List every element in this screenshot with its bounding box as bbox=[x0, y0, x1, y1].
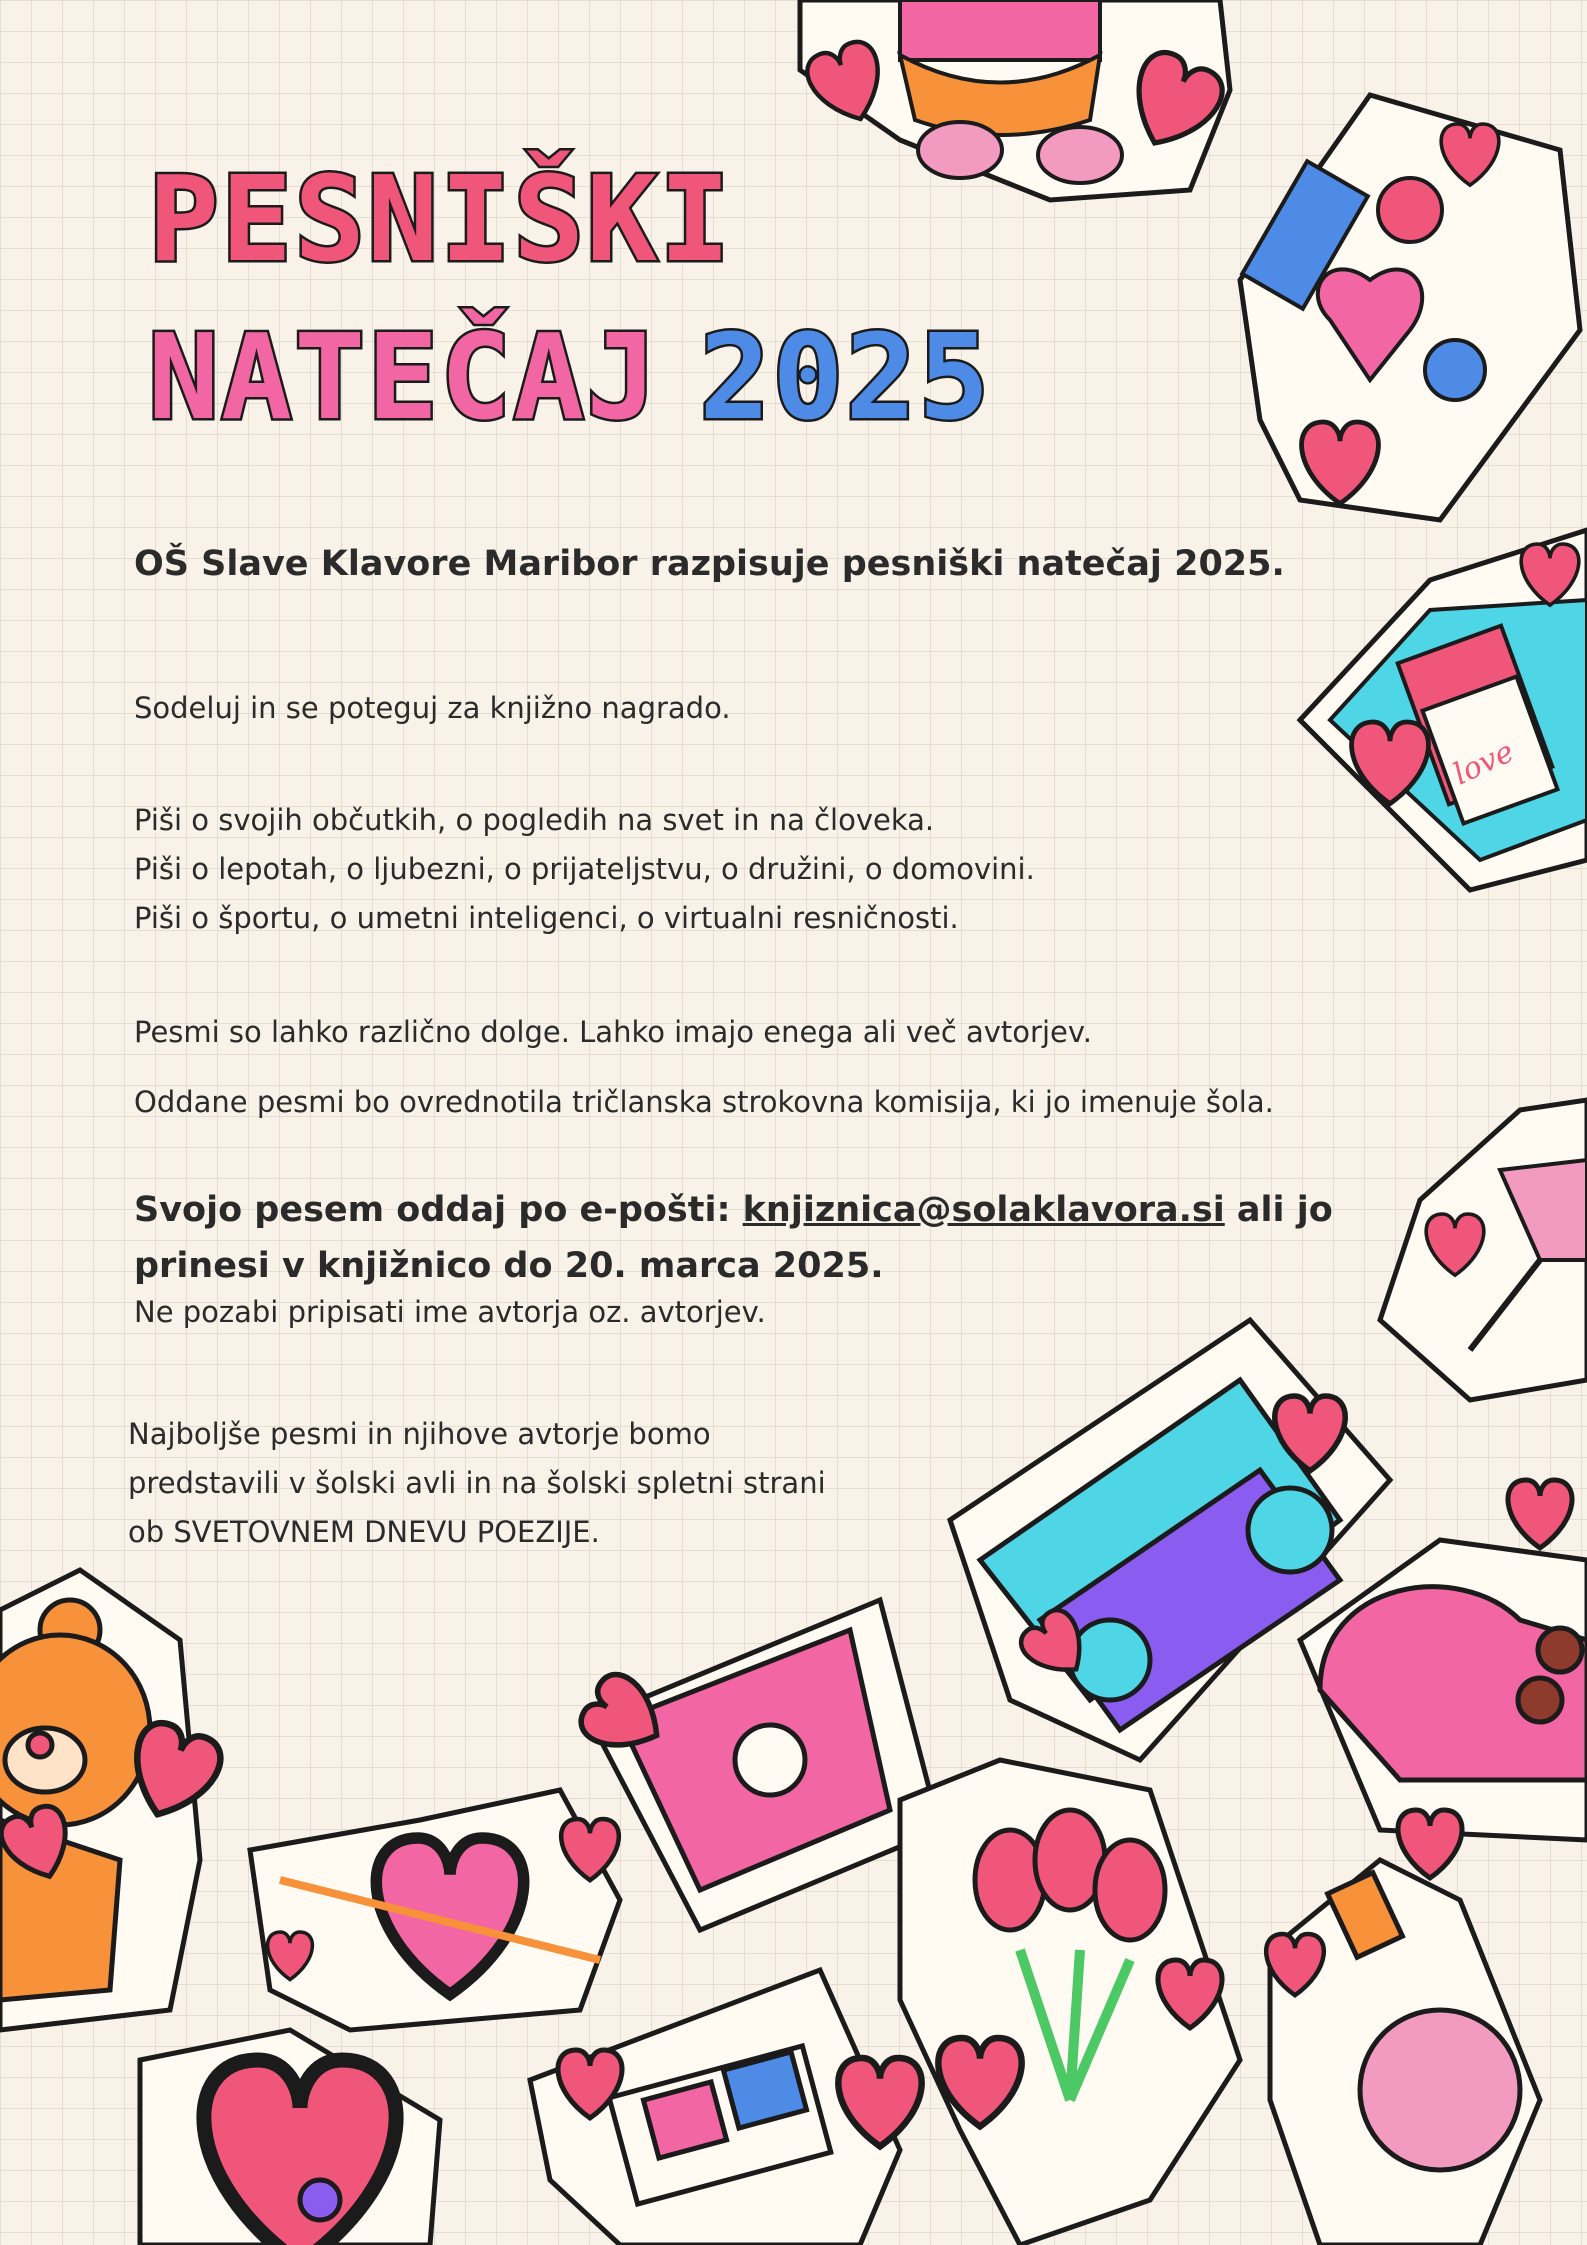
wine-glass-sticker bbox=[1380, 1100, 1587, 1400]
potion-bottle-sticker bbox=[1266, 1810, 1540, 2245]
topic-line: Piši o lepotah, o ljubezni, o prijateljstvu, o družini, o domovini. bbox=[134, 852, 1035, 886]
title-year: 2025 bbox=[699, 308, 992, 446]
closing-line: predstavili v šolski avli in na šolski spletni strani bbox=[128, 1466, 826, 1500]
tulip-bouquet-sticker bbox=[900, 1760, 1240, 2245]
closing-block bbox=[128, 1410, 826, 1557]
city-photo-sticker bbox=[530, 1970, 922, 2245]
submission-line-1 bbox=[134, 1182, 1333, 1238]
submission-block bbox=[134, 1182, 1333, 1337]
floppy-love-sticker bbox=[1300, 530, 1587, 890]
rule-length: Pesmi so lahko različno dolge. Lahko imajo enega ali več avtorjev. bbox=[134, 1015, 1092, 1049]
cupcake-sticker bbox=[800, 0, 1230, 200]
submission-note: Ne pozabi pripisati ime avtorja oz. avtorjev. bbox=[134, 1295, 766, 1329]
title-line-1: PESNIŠKI bbox=[148, 150, 733, 288]
closing-line: ob SVETOVNEM DNEVU POEZIJE. bbox=[128, 1515, 600, 1549]
candy-sticker bbox=[1240, 95, 1580, 520]
closing-line: Najboljše pesmi in njihove avtorje bomo bbox=[128, 1417, 711, 1451]
topic-line: Piši o svojih občutkih, o pogledih na svet in na človeka. bbox=[134, 803, 935, 837]
heart-lock-sticker bbox=[140, 2030, 440, 2245]
submission-suffix: ali jo bbox=[1224, 1190, 1333, 1230]
submission-prefix: Svojo pesem oddaj po e-pošti: bbox=[134, 1190, 743, 1230]
intro-heading: OŠ Slave Klavore Maribor razpisuje pesniški natečaj 2025. bbox=[134, 544, 1285, 584]
topics-block bbox=[134, 796, 1035, 943]
email-link[interactable]: knjiznica@solaklavora.si bbox=[742, 1190, 1225, 1230]
title-natecaj: NATEČAJ bbox=[148, 308, 660, 446]
arrow-heart-sticker bbox=[250, 1790, 620, 2030]
topic-line: Piši o športu, o umetni inteligenci, o virtualni resničnosti. bbox=[134, 901, 959, 935]
rule-commission: Oddane pesmi bo ovrednotila tričlanska strokovna komisija, ki jo imenuje šola. bbox=[134, 1085, 1274, 1119]
ring-box-sticker bbox=[574, 1600, 940, 1930]
svg-text:love: love bbox=[1448, 734, 1520, 793]
submission-line-2: prinesi v knjižnico do 20. marca 2025. bbox=[134, 1246, 884, 1286]
teddy-bear-sticker bbox=[0, 1570, 227, 2030]
award-text: Sodeluj in se poteguj za knjižno nagrado. bbox=[134, 691, 731, 725]
title-line-2 bbox=[148, 308, 992, 446]
